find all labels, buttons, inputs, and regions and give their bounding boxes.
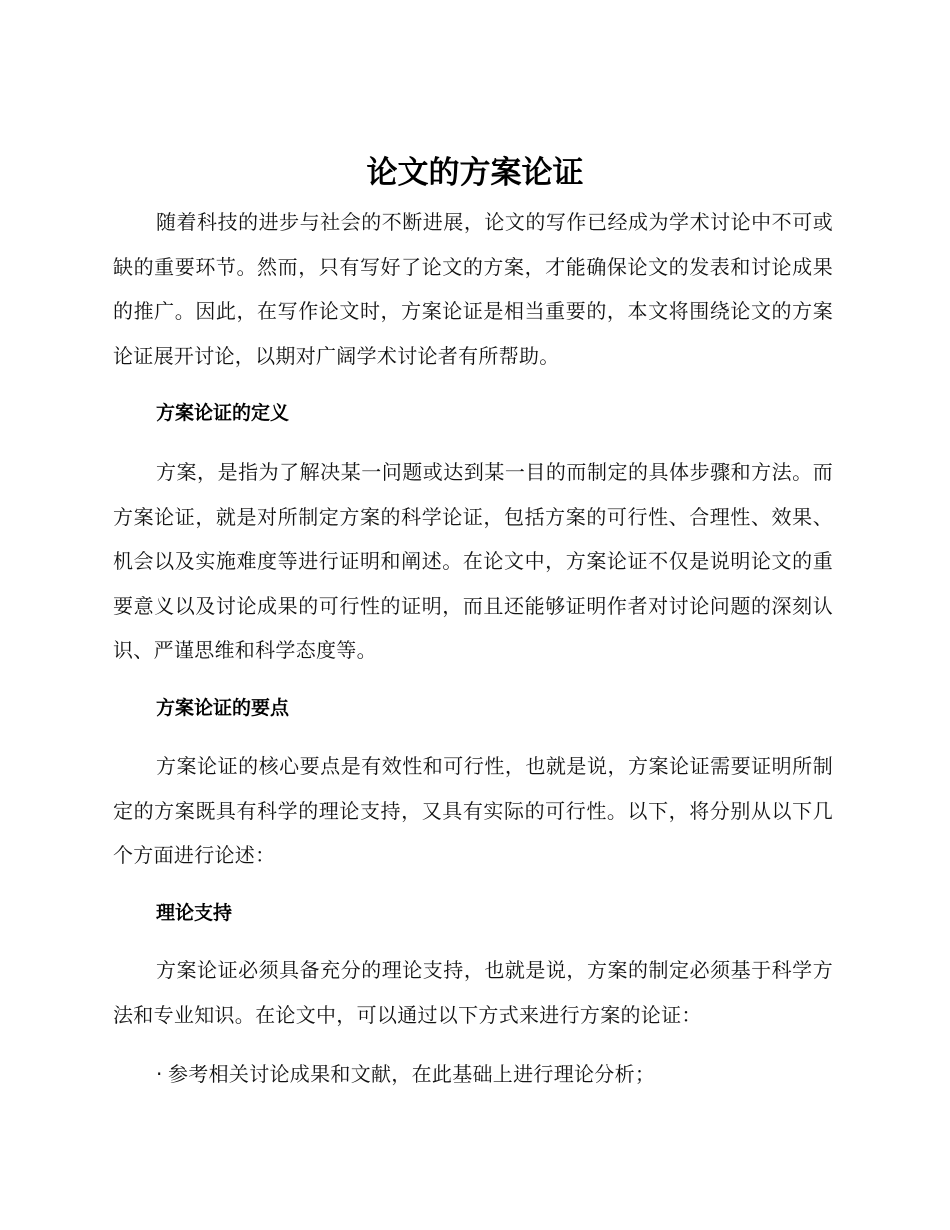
list-item [156,1059,655,1089]
section-body-key-points: 方案论证的核心要点是有效性和可行性，也就是说，方案论证需要证明所制定的方案既具有科学的理论支持，又具有实际的可行性。以下，将分别从以下几个方面进行论述： [113,754,833,867]
section-body-theory: 方案论证必须具备充分的理论支持，也就是说，方案的制定必须基于科学方法和专业知识。在论文中，可以通过以下方式来进行方案的论证： [113,958,833,1027]
section-heading-definition: 方案论证的定义 [156,402,290,424]
bullet-dot: · [156,1062,163,1086]
section-body-definition: 方案，是指为了解决某一问题或达到某一目的而制定的具体步骤和方法。而方案论证，就是对所制定方案的科学论证，包括方案的可行性、合理性、效果、机会以及实施难度等进行证明和阐述。在论文中，方案论证不仅是说明论文的重要意义以及讨论成果的可行性的证明，而且还能够证明作者对讨论问题的深刻认识、严谨思维和科学态度等。 [113,460,833,662]
section-heading-theory: 理论支持 [156,902,233,924]
list-item-text: 参考相关讨论成果和文献，在此基础上进行理论分析； [168,1062,656,1086]
document-title: 论文的方案论证 [366,155,584,191]
section-heading-key-points: 方案论证的要点 [156,697,290,719]
intro-paragraph: 随着科技的进步与社会的不断进展，论文的写作已经成为学术讨论中不可或缺的重要环节。然而，只有写好了论文的方案，才能确保论文的发表和讨论成果的推广。因此，在写作论文时，方案论证是相当重要的，本文将围绕论文的方案论证展开讨论，以期对广阔学术讨论者有所帮助。 [113,210,833,368]
